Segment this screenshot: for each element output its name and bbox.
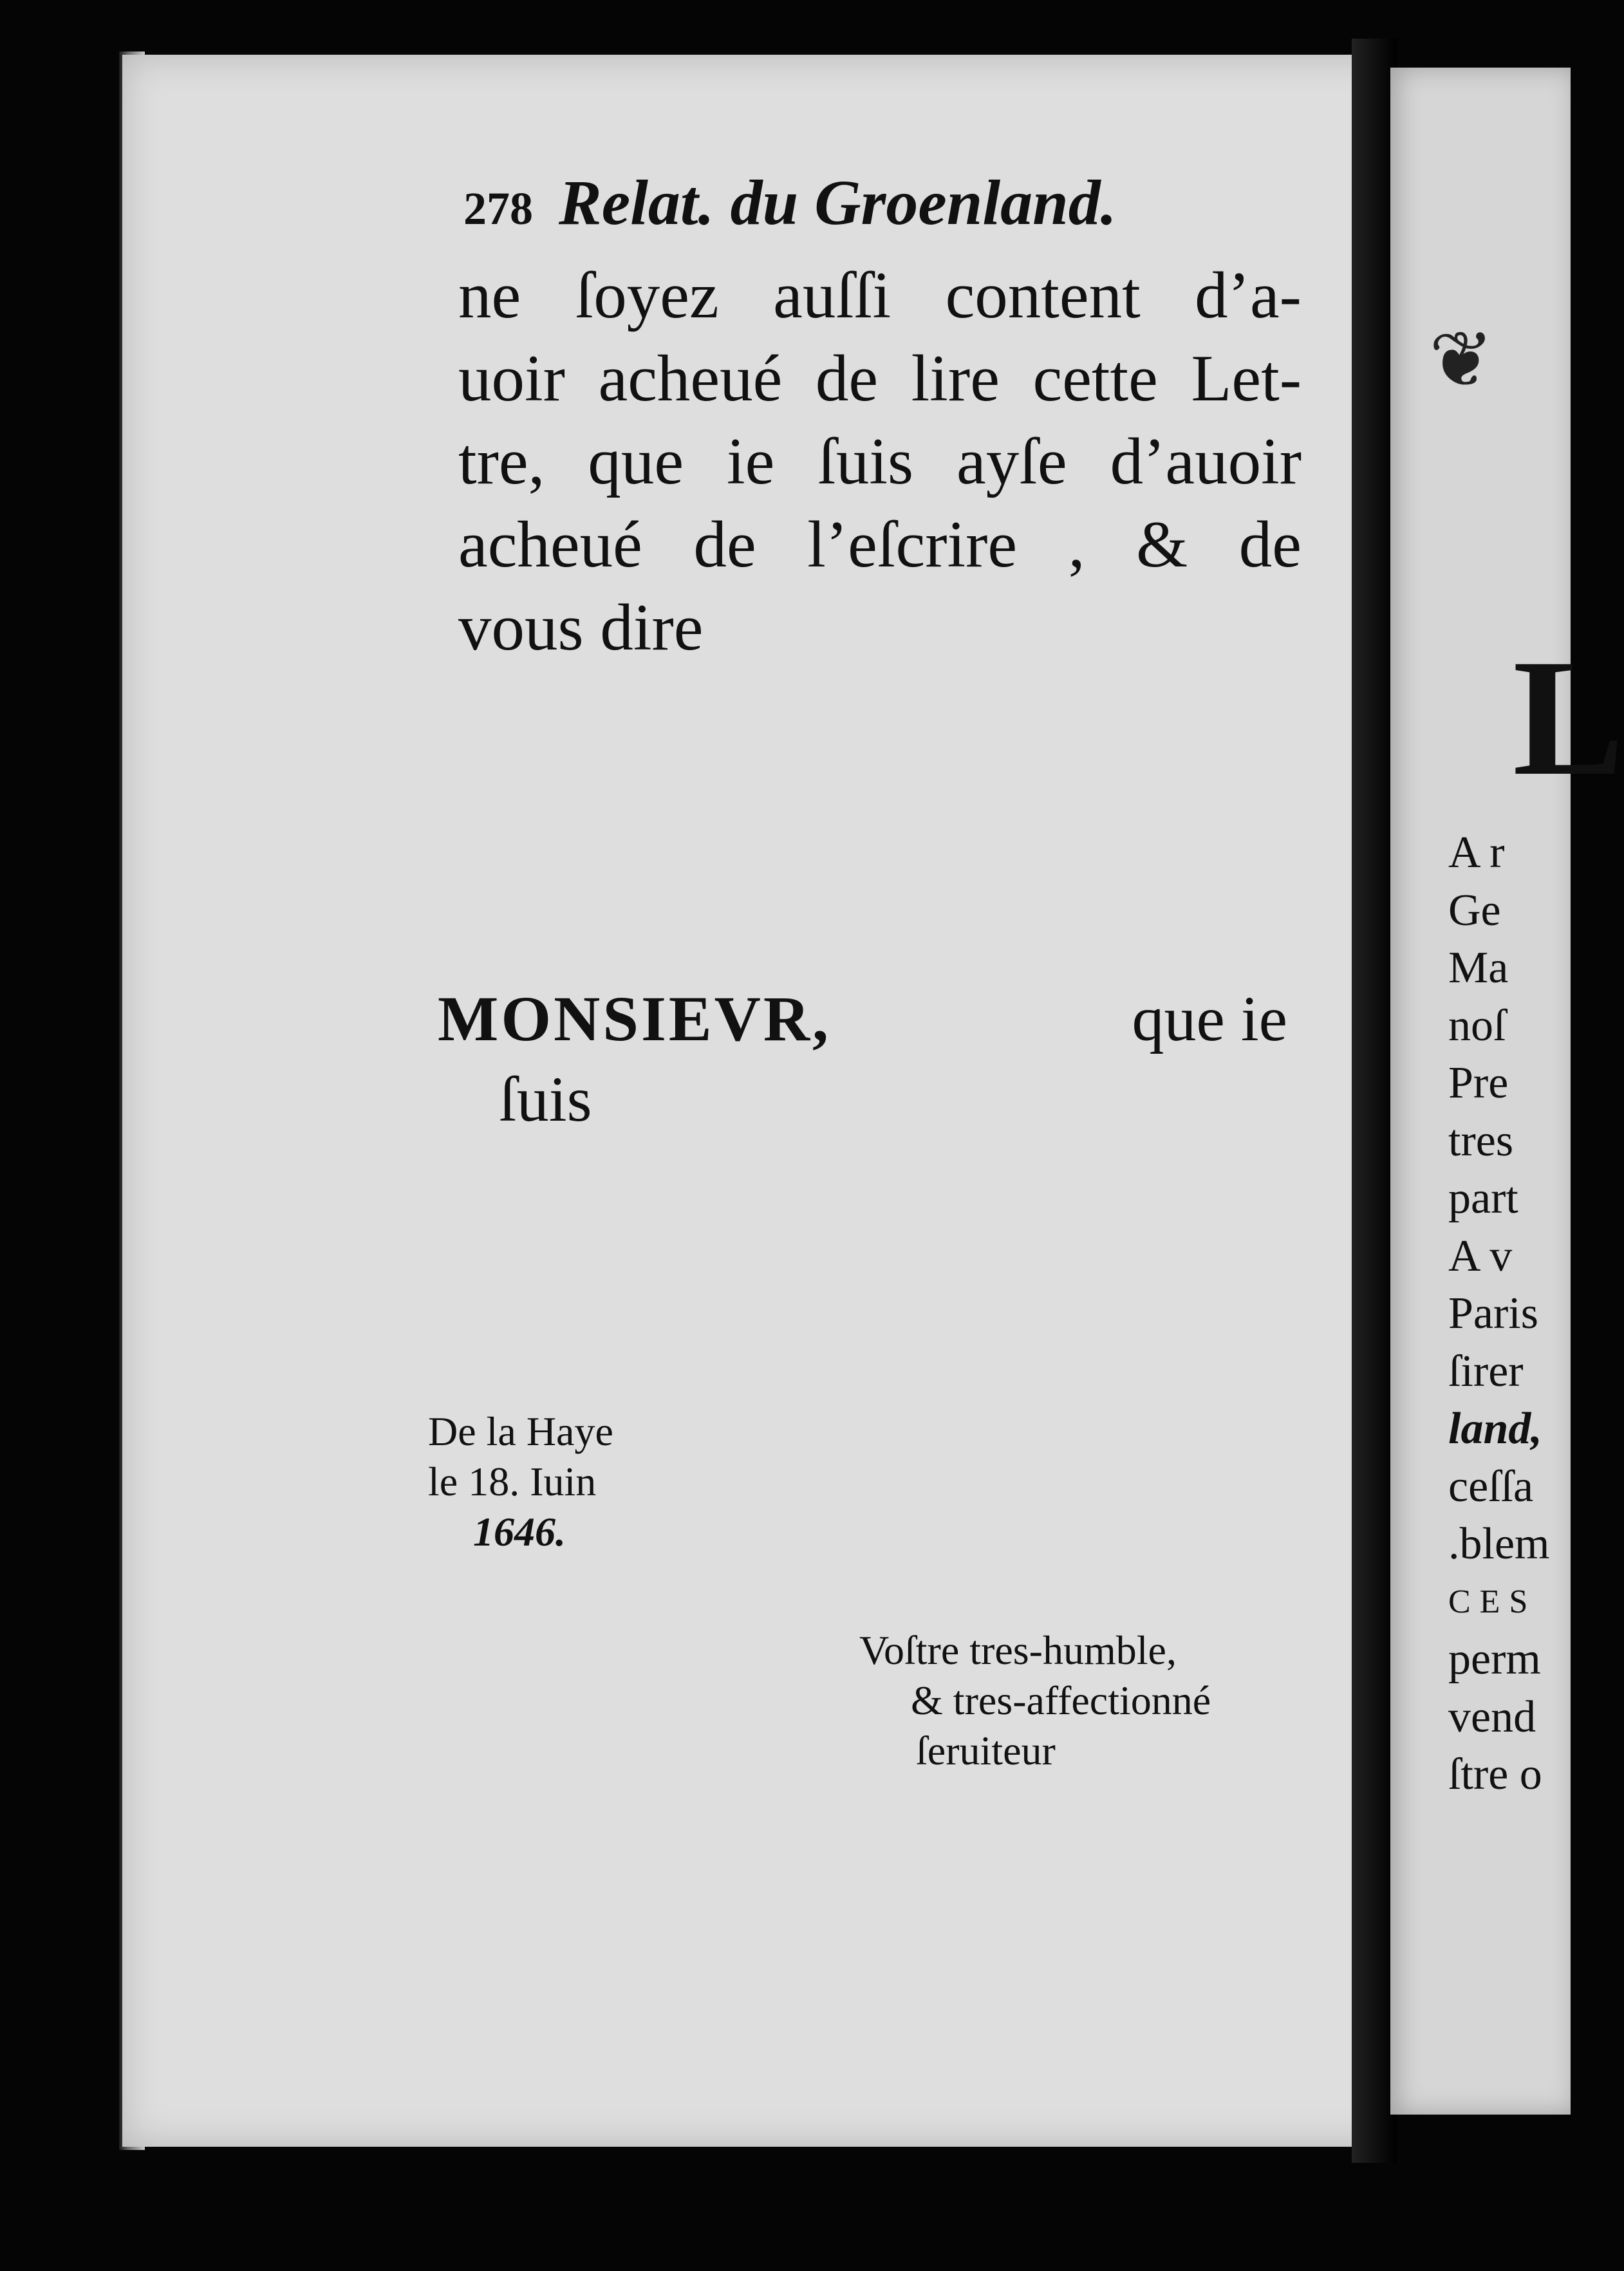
- salutation-tail: que ie: [1132, 983, 1287, 1054]
- facing-line: ceſſa: [1448, 1461, 1534, 1511]
- salutation: [438, 978, 1287, 1139]
- salutation-continuation: ſuis: [499, 1063, 592, 1135]
- facing-line: land,: [1448, 1404, 1542, 1453]
- letter-body: [458, 254, 1302, 669]
- facing-page-text: [1448, 824, 1549, 1804]
- place-line: De la Haye: [428, 1408, 613, 1454]
- facing-line: noſ: [1448, 1000, 1506, 1051]
- running-header: [463, 164, 1300, 241]
- running-title: Relat. du Groenland.: [559, 167, 1117, 238]
- facing-line: Ge: [1448, 885, 1501, 935]
- facing-page-content: [1390, 68, 1624, 2115]
- facing-line: ſtre o: [1448, 1750, 1542, 1799]
- closing-line: ſeruiteur: [916, 1728, 1056, 1773]
- facing-line: A r: [1448, 828, 1505, 877]
- facing-line: CES: [1448, 1583, 1537, 1620]
- facing-line: part: [1448, 1173, 1518, 1223]
- page-number: 278: [463, 183, 533, 234]
- closing-signature: [859, 1625, 1310, 1776]
- body-line: vous dire: [458, 591, 704, 664]
- drop-cap: L: [1513, 625, 1624, 810]
- year-line: 1646.: [473, 1509, 566, 1555]
- facing-line: vend: [1448, 1692, 1536, 1742]
- facing-line: Paris: [1448, 1289, 1538, 1338]
- body-line: uoir acheué de lire cette Let-: [458, 342, 1302, 415]
- fleuron-ornament-icon: ❦: [1429, 317, 1494, 403]
- facing-line: ſirer: [1448, 1346, 1524, 1396]
- address-title: MONSIEVR,: [438, 983, 832, 1054]
- body-line: tre, que ie ſuis ayſe d’auoir: [458, 425, 1302, 498]
- place-and-date: [428, 1407, 686, 1557]
- facing-line: Ma: [1448, 943, 1509, 993]
- facing-line: perm: [1448, 1634, 1541, 1684]
- facing-line: .blem: [1448, 1519, 1550, 1569]
- facing-line: A v: [1448, 1231, 1513, 1281]
- closing-line: Voſtre tres-humble,: [859, 1627, 1177, 1673]
- facing-line: Pre: [1448, 1058, 1509, 1108]
- closing-line: & tres-affectionné: [911, 1678, 1211, 1723]
- facing-line: tres: [1448, 1116, 1514, 1166]
- date-line: le 18. Iuin: [428, 1459, 597, 1504]
- body-line: ne ſoyez auſſi content d’a-: [458, 259, 1302, 332]
- body-line: acheué de l’eſcrire , & de: [458, 508, 1302, 581]
- facing-page: [1390, 68, 1624, 2115]
